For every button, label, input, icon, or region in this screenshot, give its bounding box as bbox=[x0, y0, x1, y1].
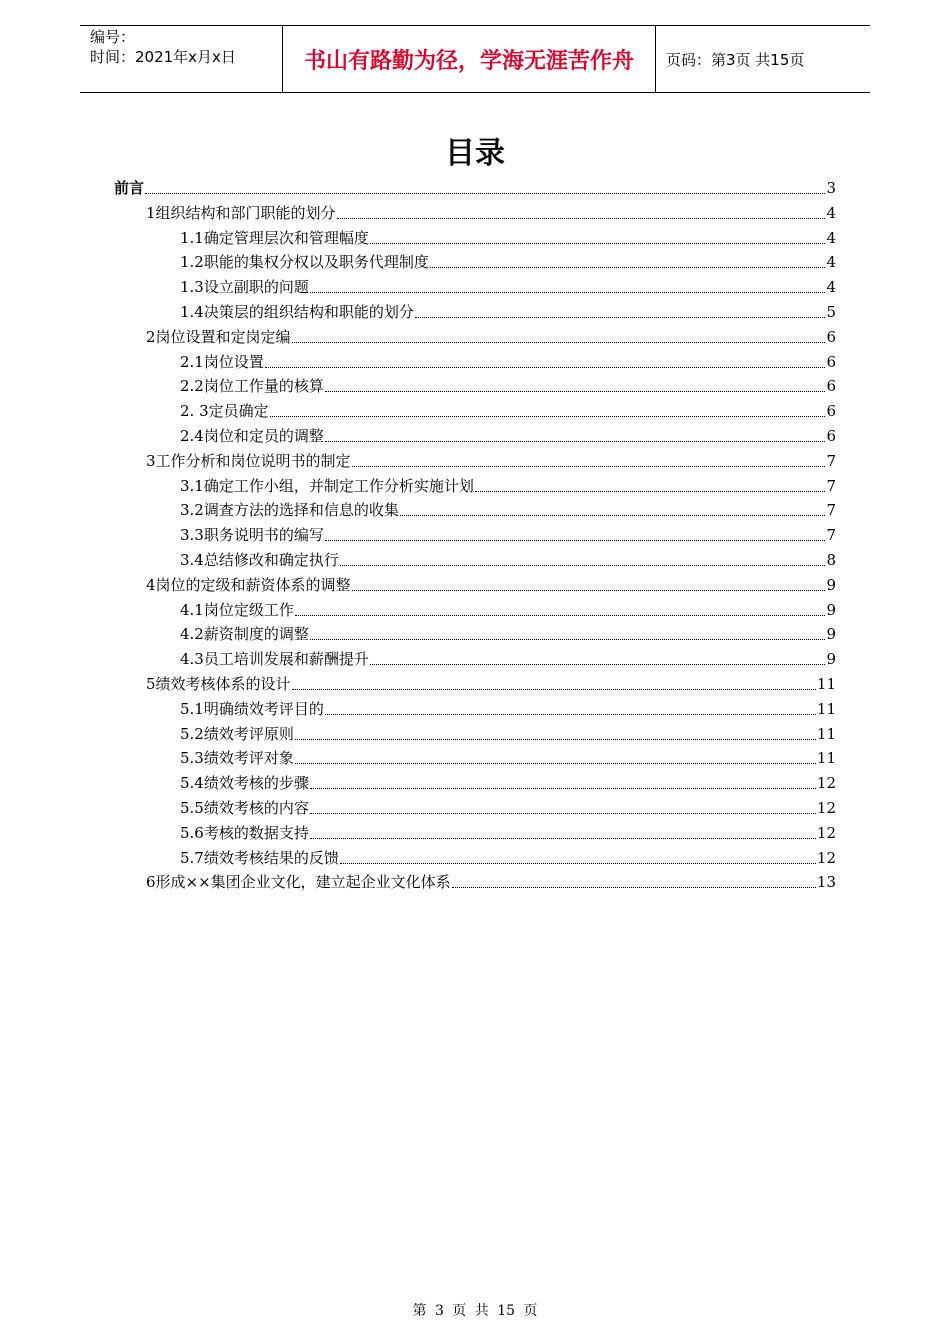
toc-entry[interactable] bbox=[180, 744, 836, 768]
toc-dot-leader bbox=[310, 812, 816, 814]
toc-entry-page: 7 bbox=[826, 476, 836, 495]
toc-entry[interactable] bbox=[180, 472, 836, 496]
page-footer: 第 3 页 共 15 页 bbox=[412, 1303, 538, 1319]
toc-dot-leader bbox=[270, 415, 826, 417]
toc-entry[interactable] bbox=[180, 720, 836, 744]
toc-entry-label: 4.2薪资制度的调整 bbox=[180, 625, 309, 644]
toc-entry-page: 6 bbox=[826, 352, 836, 371]
header-motto: 书山有路勤为径，学海无涯苦作舟 bbox=[282, 26, 656, 92]
toc-entry-label: 3.2调查方法的选择和信息的收集 bbox=[180, 501, 399, 520]
toc-dot-leader bbox=[430, 266, 826, 268]
toc-dot-leader bbox=[475, 490, 826, 492]
toc-dot-leader bbox=[292, 341, 826, 343]
toc-entry[interactable] bbox=[146, 199, 836, 223]
toc-entry-label: 5绩效考核体系的设计 bbox=[146, 675, 291, 693]
toc-entry-page: 12 bbox=[816, 799, 836, 817]
toc-entry[interactable] bbox=[180, 496, 836, 520]
toc-entry-label: 3工作分析和岗位说明书的制定 bbox=[146, 451, 351, 470]
toc-entry[interactable] bbox=[180, 546, 836, 570]
toc-entry[interactable] bbox=[180, 844, 836, 868]
toc-entry[interactable] bbox=[180, 819, 836, 843]
toc-entry-label: 1.3设立副职的问题 bbox=[180, 278, 309, 297]
toc-dot-leader bbox=[370, 242, 826, 244]
toc-entry-page: 13 bbox=[816, 873, 836, 892]
toc-entry-label: 5.2绩效考评原则 bbox=[180, 724, 294, 743]
toc-dot-leader bbox=[340, 564, 826, 566]
toc-entry-page: 4 bbox=[826, 278, 836, 297]
header-page-code: 页码：第3页 共15页 bbox=[666, 50, 805, 69]
toc-dot-leader bbox=[310, 291, 826, 293]
toc-entry-label: 5.3绩效考评对象 bbox=[180, 749, 294, 768]
toc-dot-leader bbox=[295, 614, 826, 616]
toc-dot-leader bbox=[145, 192, 825, 194]
toc-entry-page: 7 bbox=[826, 526, 836, 545]
toc-entry[interactable] bbox=[180, 248, 836, 272]
toc-dot-leader bbox=[325, 390, 826, 392]
toc-entry[interactable] bbox=[146, 447, 836, 471]
toc-entry-page: 7 bbox=[826, 451, 836, 470]
toc-entry[interactable] bbox=[180, 769, 836, 793]
toc-entry-label: 2. 3定员确定 bbox=[180, 402, 269, 421]
toc-entry-page: 3 bbox=[826, 179, 836, 197]
toc-entry-page: 9 bbox=[826, 650, 836, 669]
page-title: 目录 bbox=[445, 136, 505, 171]
toc-entry-page: 6 bbox=[826, 377, 836, 396]
toc-dot-leader bbox=[400, 514, 826, 516]
toc-entry-page: 9 bbox=[826, 600, 836, 619]
toc-entry[interactable] bbox=[180, 521, 836, 545]
toc-dot-leader bbox=[325, 440, 826, 442]
toc-dot-leader bbox=[292, 688, 816, 690]
toc-entry[interactable] bbox=[180, 794, 836, 818]
toc-entry-label: 前言 bbox=[114, 179, 145, 197]
toc-entry-label: 5.4绩效考核的步骤 bbox=[180, 774, 309, 793]
toc-entry-page: 12 bbox=[816, 774, 836, 793]
toc-dot-leader bbox=[325, 713, 816, 715]
toc-entry-page: 4 bbox=[826, 228, 836, 247]
toc-entry-page: 12 bbox=[816, 823, 836, 842]
toc-entry[interactable] bbox=[180, 397, 836, 421]
toc-entry-page: 6 bbox=[826, 402, 836, 421]
toc-entry[interactable] bbox=[180, 372, 836, 396]
toc-dot-leader bbox=[352, 589, 826, 591]
toc-entry[interactable] bbox=[146, 323, 836, 347]
toc-entry-page: 4 bbox=[826, 203, 836, 222]
toc-entry-page: 11 bbox=[816, 675, 836, 693]
toc-entry[interactable] bbox=[146, 868, 836, 892]
toc-entry-label: 5.1明确绩效考评目的 bbox=[180, 699, 324, 718]
toc-entry-label: 2.1岗位设置 bbox=[180, 352, 264, 371]
toc-entry-page: 6 bbox=[826, 327, 836, 346]
toc-dot-leader bbox=[295, 738, 816, 740]
toc-entry-page: 9 bbox=[826, 575, 836, 594]
toc-entry[interactable] bbox=[180, 298, 836, 322]
toc-entry-page: 9 bbox=[826, 625, 836, 644]
toc-entry-label: 6形成××集团企业文化，建立起企业文化体系 bbox=[146, 873, 451, 892]
toc-dot-leader bbox=[370, 663, 826, 665]
toc-entry-page: 6 bbox=[826, 427, 836, 445]
toc-entry[interactable] bbox=[180, 273, 836, 297]
toc-dot-leader bbox=[452, 886, 816, 888]
document-number-label: 编号： bbox=[90, 28, 136, 46]
toc-entry[interactable] bbox=[114, 174, 836, 198]
toc-entry[interactable] bbox=[180, 645, 836, 669]
toc-entry[interactable] bbox=[146, 571, 836, 595]
toc-dot-leader bbox=[265, 366, 826, 368]
toc-dot-leader bbox=[352, 465, 826, 467]
toc-entry-label: 1.2职能的集权分权以及职务代理制度 bbox=[180, 253, 429, 272]
toc-dot-leader bbox=[337, 217, 826, 219]
toc-entry-label: 2.2岗位工作量的核算 bbox=[180, 377, 324, 396]
toc-entry[interactable] bbox=[180, 348, 836, 372]
toc-dot-leader bbox=[325, 539, 826, 541]
toc-dot-leader bbox=[310, 638, 826, 640]
toc-dot-leader bbox=[295, 762, 816, 764]
toc-dot-leader bbox=[340, 862, 816, 864]
header-left-cell bbox=[80, 26, 282, 92]
toc-entry[interactable] bbox=[180, 620, 836, 644]
toc-entry-label: 4岗位的定级和薪资体系的调整 bbox=[146, 575, 351, 594]
document-date-label: 时间：2021年x月x日 bbox=[90, 48, 236, 66]
toc-entry-label: 4.3员工培训发展和薪酬提升 bbox=[180, 650, 369, 669]
toc-entry-label: 5.7绩效考核结果的反馈 bbox=[180, 848, 339, 867]
toc-entry-label: 2岗位设置和定岗定编 bbox=[146, 327, 291, 346]
toc-entry-label: 1.1确定管理层次和管理幅度 bbox=[180, 228, 369, 247]
toc-entry-label: 3.1确定工作小组，并制定工作分析实施计划 bbox=[180, 476, 474, 495]
toc-entry-page: 8 bbox=[826, 551, 836, 569]
toc-entry-page: 11 bbox=[816, 724, 836, 743]
toc-entry[interactable] bbox=[180, 224, 836, 248]
toc-entry-label: 1.4决策层的组织结构和职能的划分 bbox=[180, 303, 414, 321]
toc-entry[interactable] bbox=[146, 670, 836, 694]
toc-entry-label: 5.5绩效考核的内容 bbox=[180, 799, 309, 817]
toc-entry-label: 4.1岗位定级工作 bbox=[180, 600, 294, 619]
toc-entry-label: 1组织结构和部门职能的划分 bbox=[146, 203, 336, 222]
toc-entry-page: 4 bbox=[826, 253, 836, 272]
toc-entry-label: 3.4总结修改和确定执行 bbox=[180, 551, 339, 569]
toc-entry-page: 12 bbox=[816, 848, 836, 867]
toc-entry-page: 11 bbox=[816, 749, 836, 768]
toc-entry-page: 11 bbox=[816, 699, 836, 718]
toc-dot-leader bbox=[415, 316, 826, 318]
toc-entry[interactable] bbox=[180, 596, 836, 620]
toc-entry[interactable] bbox=[180, 422, 836, 446]
page-header bbox=[80, 25, 870, 93]
toc-entry[interactable] bbox=[180, 695, 836, 719]
toc-entry-page: 5 bbox=[826, 303, 836, 321]
toc-entry-label: 5.6考核的数据支持 bbox=[180, 823, 309, 842]
toc-entry-page: 7 bbox=[826, 501, 836, 520]
toc-dot-leader bbox=[310, 837, 816, 839]
toc-dot-leader bbox=[310, 787, 816, 789]
toc-entry-label: 3.3职务说明书的编写 bbox=[180, 526, 324, 545]
toc-entry-label: 2.4岗位和定员的调整 bbox=[180, 427, 324, 445]
